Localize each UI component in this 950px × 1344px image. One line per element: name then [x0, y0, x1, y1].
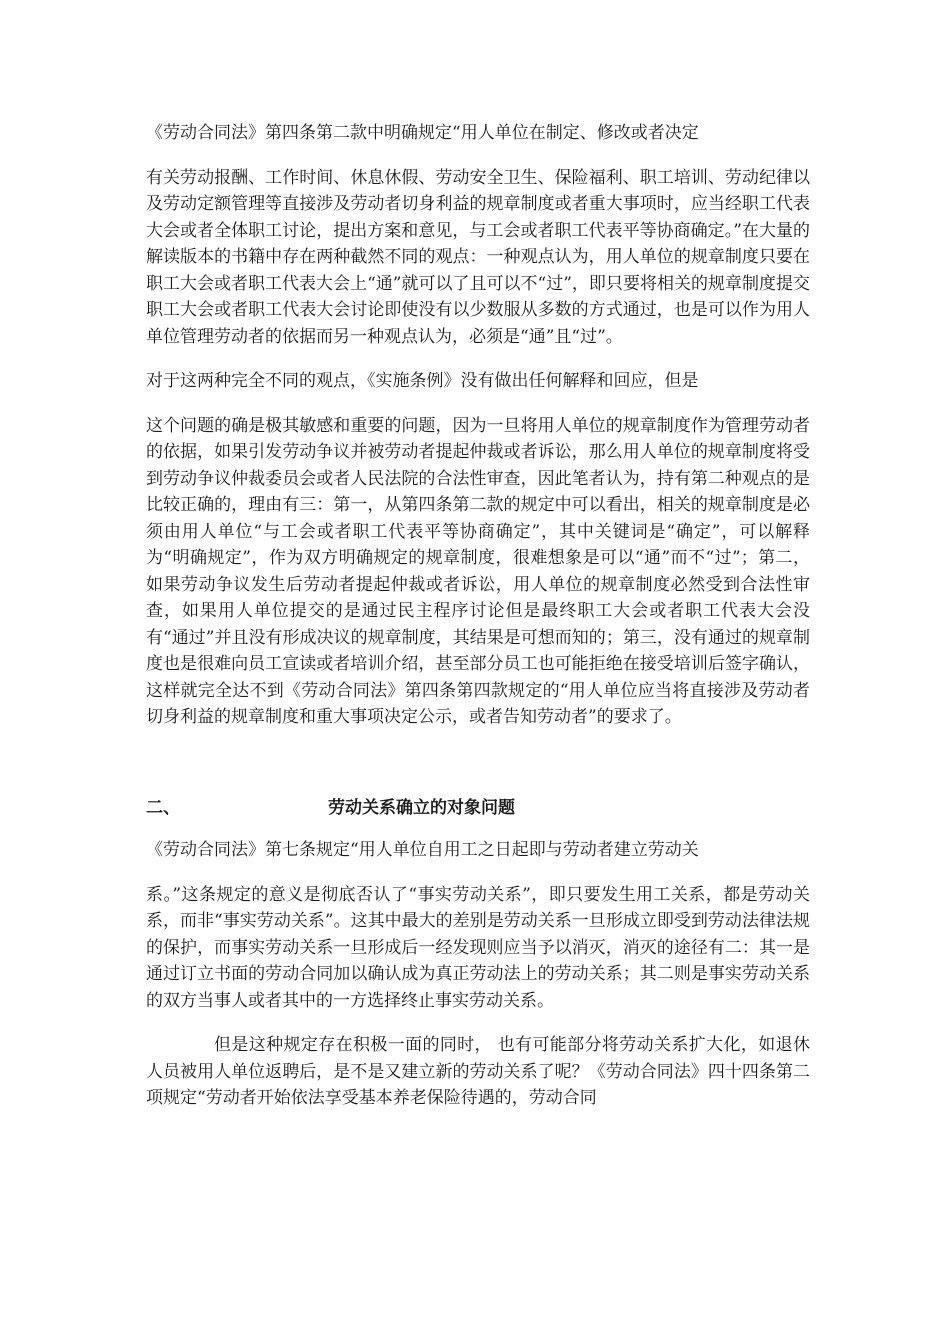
paragraph-author-reasons: 这个问题的确是极其敏感和重要的问题，因为一旦将用人单位的规章制度作为管理劳动者的依据，如果引发劳动争议并被劳动者提起仲裁或者诉讼，那么用人单位的规章制度将受到劳动争议仲裁委员会或者人民法院的合法性审查，因此笔者认为，持有第二种观点的是比较正确的，理由有三：第一，从第四条第二款的规定中可以看出，相关的规章制度是必须由用人单位“与工会或者职工代表平等协商确定”，其中关键词是“确定”，可以解释为“明确规定”，作为双方明确规定的规章制度，很难想象是可以“通”而不“过”；第二，如果劳动争议发生后劳动者提起仲裁或者诉讼，用人单位的规章制度必然受到合法性审查，如果用人单位提交的是通过民主程序讨论但是最终职工大会或者职工代表大会没有“通过”并且没有形成决议的规章制度，其结果是可想而知的；第三，没有通过的规章制度也是很难向员工宣读或者培训介绍，甚至部分员工也可能拒绝在接受培训后签字确认，这样就完全达不到《劳动合同法》第四条第四款规定的“用人单位应当将直接涉及劳动者切身利益的规章制度和重大事项决定公示，或者告知劳动者”的要求了。 [146, 415, 810, 727]
document-page [146, 120, 810, 1130]
paragraph-article4-intro: 《劳动合同法》第四条第二款中明确规定“用人单位在制定、修改或者决定 [146, 123, 699, 143]
section-heading [146, 795, 810, 822]
paragraph-article7-intro: 《劳动合同法》第七条规定“用人单位自用工之日起即与劳动者建立劳动关 [146, 840, 699, 860]
section-title: 劳动关系确立的对象问题 [328, 797, 515, 818]
paragraph-regulation-response: 对于这两种完全不同的观点，《实施条例》没有做出任何解释和回应，但是 [146, 371, 699, 391]
paragraph-retired-rehire: 但是这种规定存在积极一面的同时， 也有可能部分将劳动关系扩大化，如退休人员被用人单位返聘后，是不是又建立新的劳动关系了呢？《劳动合同法》四十四条第二项规定“劳动者开始依法享受基本养老保险待遇的，劳动合同 [146, 1035, 810, 1108]
paragraph-article4-views: 有关劳动报酬、工作时间、休息休假、劳动安全卫生、保险福利、职工培训、劳动纪律以及劳动定额管理等直接涉及劳动者切身利益的规章制度或者重大事项时，应当经职工代表大会或者全体职工讨论，提出方案和意见，与工会或者职工代表平等协商确定。”在大量的解读版本的书籍中存在两种截然不同的观点：一种观点认为，用人单位的规章制度只要在职工大会或者职工代表大会上“通”就可以了且可以不“过”，即只要将相关的规章制度提交职工大会或者职工代表大会讨论即使没有以少数服从多数的方式通过，也是可以作为用人单位管理劳动者的依据而另一种观点认为，必须是“通”且“过”。 [146, 167, 810, 347]
paragraph-factual-relations: 系。”这条规定的意义是彻底否认了“事实劳动关系”，即只要发生用工关系，都是劳动关系，而非“事实劳动关系”。这其中最大的差别是劳动关系一旦形成立即受到劳动法律法规的保护，而事实劳动关系一旦形成后一经发现则应当予以消灭，消灭的途径有二：其一是通过订立书面的劳动合同加以确认成为真正劳动法上的劳动关系；其二则是事实劳动关系的双方当事人或者其中的一方选择终止事实劳动关系。 [146, 884, 810, 1011]
section-number: 二、 [146, 797, 180, 818]
